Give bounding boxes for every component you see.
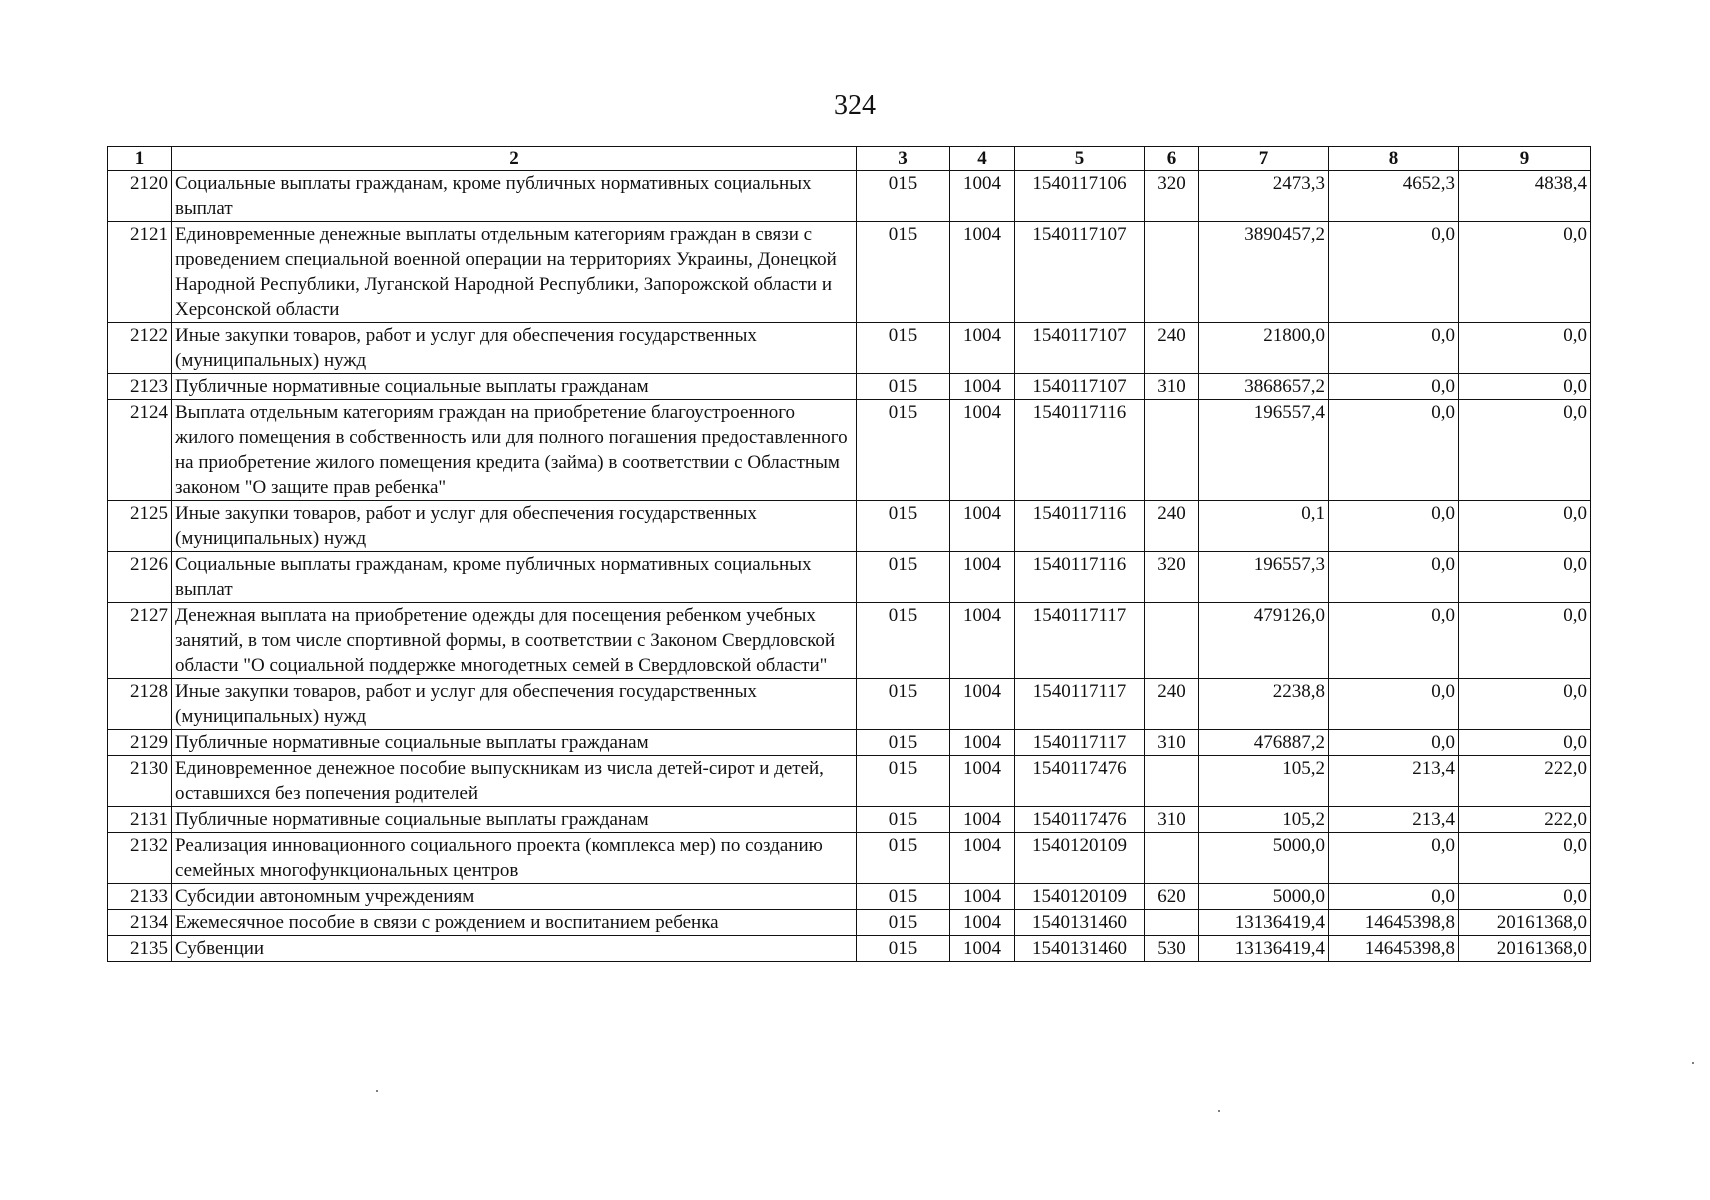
col6-code: 320 (1145, 552, 1199, 603)
col6-code: 240 (1145, 679, 1199, 730)
col3-code: 015 (857, 756, 950, 807)
col3-code: 015 (857, 730, 950, 756)
table-row (108, 374, 1591, 400)
amount-col9: 0,0 (1459, 400, 1591, 501)
table-row (108, 171, 1591, 222)
amount-col7: 479126,0 (1199, 603, 1329, 679)
amount-col9: 0,0 (1459, 679, 1591, 730)
col5-code: 1540117117 (1015, 679, 1145, 730)
amount-col9: 0,0 (1459, 603, 1591, 679)
col5-code: 1540117106 (1015, 171, 1145, 222)
amount-col7: 196557,3 (1199, 552, 1329, 603)
col5-code: 1540117107 (1015, 323, 1145, 374)
col4-code: 1004 (950, 884, 1015, 910)
column-header: 7 (1199, 147, 1329, 171)
col4-code: 1004 (950, 679, 1015, 730)
col5-code: 1540117117 (1015, 603, 1145, 679)
col6-code: 310 (1145, 730, 1199, 756)
amount-col8: 0,0 (1329, 833, 1459, 884)
table-row (108, 400, 1591, 501)
amount-col9: 0,0 (1459, 884, 1591, 910)
table-row (108, 807, 1591, 833)
amount-col9: 0,0 (1459, 552, 1591, 603)
table-row (108, 222, 1591, 323)
page-number: 324 (834, 90, 876, 121)
amount-col9: 222,0 (1459, 756, 1591, 807)
col3-code: 015 (857, 374, 950, 400)
col5-code: 1540117116 (1015, 400, 1145, 501)
scan-speck (1218, 1110, 1220, 1112)
row-number: 2124 (108, 400, 172, 501)
amount-col7: 105,2 (1199, 807, 1329, 833)
scan-speck (376, 1090, 378, 1092)
row-name: Иные закупки товаров, работ и услуг для обеспечения государственных (муниципальных) нужд (172, 679, 857, 730)
col3-code: 015 (857, 171, 950, 222)
amount-col8: 0,0 (1329, 552, 1459, 603)
column-header: 5 (1015, 147, 1145, 171)
col3-code: 015 (857, 400, 950, 501)
col4-code: 1004 (950, 171, 1015, 222)
amount-col7: 0,1 (1199, 501, 1329, 552)
row-number: 2130 (108, 756, 172, 807)
amount-col9: 0,0 (1459, 730, 1591, 756)
col5-code: 1540117476 (1015, 807, 1145, 833)
col4-code: 1004 (950, 833, 1015, 884)
col4-code: 1004 (950, 222, 1015, 323)
col4-code: 1004 (950, 501, 1015, 552)
table-row (108, 679, 1591, 730)
col3-code: 015 (857, 807, 950, 833)
row-number: 2133 (108, 884, 172, 910)
table-row (108, 910, 1591, 936)
amount-col7: 13136419,4 (1199, 936, 1329, 962)
amount-col7: 2473,3 (1199, 171, 1329, 222)
row-number: 2120 (108, 171, 172, 222)
table-row (108, 552, 1591, 603)
col4-code: 1004 (950, 552, 1015, 603)
row-name: Субвенции (172, 936, 857, 962)
row-name: Социальные выплаты гражданам, кроме публичных нормативных социальных выплат (172, 552, 857, 603)
row-name: Ежемесячное пособие в связи с рождением и воспитанием ребенка (172, 910, 857, 936)
col6-code: 530 (1145, 936, 1199, 962)
col4-code: 1004 (950, 400, 1015, 501)
amount-col8: 0,0 (1329, 222, 1459, 323)
column-header: 9 (1459, 147, 1591, 171)
col4-code: 1004 (950, 910, 1015, 936)
row-number: 2125 (108, 501, 172, 552)
amount-col9: 0,0 (1459, 374, 1591, 400)
col6-code: 620 (1145, 884, 1199, 910)
budget-table (107, 146, 1591, 962)
column-header: 6 (1145, 147, 1199, 171)
amount-col9: 0,0 (1459, 222, 1591, 323)
col6-code: 240 (1145, 501, 1199, 552)
row-number: 2134 (108, 910, 172, 936)
scan-speck (1692, 1062, 1694, 1064)
amount-col8: 0,0 (1329, 501, 1459, 552)
table-row (108, 603, 1591, 679)
col3-code: 015 (857, 323, 950, 374)
table-row (108, 730, 1591, 756)
col6-code: 240 (1145, 323, 1199, 374)
column-header: 2 (172, 147, 857, 171)
row-name: Единовременные денежные выплаты отдельным категориям граждан в связи с проведением специальной военной операции на территориях Украины, Донецкой Народной Республики, Луганской Народной Республики, Запорожской области и Херсонской области (172, 222, 857, 323)
amount-col7: 5000,0 (1199, 884, 1329, 910)
col5-code: 1540117116 (1015, 501, 1145, 552)
table-row (108, 756, 1591, 807)
amount-col8: 4652,3 (1329, 171, 1459, 222)
col5-code: 1540117476 (1015, 756, 1145, 807)
row-number: 2123 (108, 374, 172, 400)
amount-col8: 0,0 (1329, 730, 1459, 756)
row-name: Единовременное денежное пособие выпускникам из числа детей-сирот и детей, оставшихся без попечения родителей (172, 756, 857, 807)
amount-col9: 4838,4 (1459, 171, 1591, 222)
amount-col8: 0,0 (1329, 603, 1459, 679)
amount-col8: 0,0 (1329, 400, 1459, 501)
amount-col9: 20161368,0 (1459, 910, 1591, 936)
row-name: Социальные выплаты гражданам, кроме публичных нормативных социальных выплат (172, 171, 857, 222)
col3-code: 015 (857, 222, 950, 323)
col3-code: 015 (857, 936, 950, 962)
col6-code: 310 (1145, 374, 1199, 400)
amount-col8: 213,4 (1329, 756, 1459, 807)
col6-code (1145, 400, 1199, 501)
col4-code: 1004 (950, 936, 1015, 962)
amount-col9: 20161368,0 (1459, 936, 1591, 962)
col3-code: 015 (857, 833, 950, 884)
amount-col8: 14645398,8 (1329, 910, 1459, 936)
table-row (108, 833, 1591, 884)
column-header: 8 (1329, 147, 1459, 171)
row-number: 2126 (108, 552, 172, 603)
col3-code: 015 (857, 679, 950, 730)
col5-code: 1540120109 (1015, 884, 1145, 910)
amount-col7: 2238,8 (1199, 679, 1329, 730)
row-number: 2122 (108, 323, 172, 374)
col4-code: 1004 (950, 730, 1015, 756)
col4-code: 1004 (950, 807, 1015, 833)
amount-col7: 196557,4 (1199, 400, 1329, 501)
col6-code: 320 (1145, 171, 1199, 222)
header-row (108, 147, 1591, 171)
row-number: 2132 (108, 833, 172, 884)
amount-col8: 213,4 (1329, 807, 1459, 833)
amount-col7: 5000,0 (1199, 833, 1329, 884)
amount-col9: 222,0 (1459, 807, 1591, 833)
row-number: 2128 (108, 679, 172, 730)
col3-code: 015 (857, 910, 950, 936)
col6-code (1145, 756, 1199, 807)
row-number: 2131 (108, 807, 172, 833)
amount-col7: 105,2 (1199, 756, 1329, 807)
amount-col7: 13136419,4 (1199, 910, 1329, 936)
row-number: 2135 (108, 936, 172, 962)
col5-code: 1540131460 (1015, 936, 1145, 962)
column-header: 4 (950, 147, 1015, 171)
col4-code: 1004 (950, 756, 1015, 807)
amount-col8: 0,0 (1329, 374, 1459, 400)
table-row (108, 501, 1591, 552)
col3-code: 015 (857, 884, 950, 910)
col4-code: 1004 (950, 374, 1015, 400)
table-row (108, 884, 1591, 910)
amount-col7: 3890457,2 (1199, 222, 1329, 323)
col3-code: 015 (857, 603, 950, 679)
col5-code: 1540117107 (1015, 222, 1145, 323)
col3-code: 015 (857, 552, 950, 603)
col5-code: 1540117117 (1015, 730, 1145, 756)
col6-code (1145, 910, 1199, 936)
row-name: Публичные нормативные социальные выплаты гражданам (172, 374, 857, 400)
col5-code: 1540131460 (1015, 910, 1145, 936)
col4-code: 1004 (950, 603, 1015, 679)
amount-col9: 0,0 (1459, 501, 1591, 552)
column-header: 3 (857, 147, 950, 171)
col6-code: 310 (1145, 807, 1199, 833)
amount-col8: 0,0 (1329, 679, 1459, 730)
amount-col7: 21800,0 (1199, 323, 1329, 374)
row-name: Выплата отдельным категориям граждан на приобретение благоустроенного жилого помещения в собственность или для полного погашения предоставленного на приобретение жилого помещения кредита (займа) в соответствии с Областным законом "О защите прав ребенка" (172, 400, 857, 501)
row-number: 2127 (108, 603, 172, 679)
amount-col7: 3868657,2 (1199, 374, 1329, 400)
column-header: 1 (108, 147, 172, 171)
col4-code: 1004 (950, 323, 1015, 374)
table-row (108, 323, 1591, 374)
amount-col8: 0,0 (1329, 323, 1459, 374)
amount-col9: 0,0 (1459, 833, 1591, 884)
row-name: Публичные нормативные социальные выплаты гражданам (172, 807, 857, 833)
row-name: Реализация инновационного социального проекта (комплекса мер) по созданию семейных многофункциональных центров (172, 833, 857, 884)
row-name: Иные закупки товаров, работ и услуг для обеспечения государственных (муниципальных) нужд (172, 501, 857, 552)
col5-code: 1540117107 (1015, 374, 1145, 400)
col3-code: 015 (857, 501, 950, 552)
row-number: 2129 (108, 730, 172, 756)
col5-code: 1540117116 (1015, 552, 1145, 603)
amount-col9: 0,0 (1459, 323, 1591, 374)
col6-code (1145, 833, 1199, 884)
col6-code (1145, 222, 1199, 323)
row-number: 2121 (108, 222, 172, 323)
row-name: Публичные нормативные социальные выплаты гражданам (172, 730, 857, 756)
row-name: Субсидии автономным учреждениям (172, 884, 857, 910)
amount-col7: 476887,2 (1199, 730, 1329, 756)
table-row (108, 936, 1591, 962)
amount-col8: 0,0 (1329, 884, 1459, 910)
col5-code: 1540120109 (1015, 833, 1145, 884)
amount-col8: 14645398,8 (1329, 936, 1459, 962)
row-name: Иные закупки товаров, работ и услуг для обеспечения государственных (муниципальных) нужд (172, 323, 857, 374)
col6-code (1145, 603, 1199, 679)
row-name: Денежная выплата на приобретение одежды для посещения ребенком учебных занятий, в том числе спортивной формы, в соответствии с Законом Свердловской области "О социальной поддержке многодетных семей в Свердловской области" (172, 603, 857, 679)
